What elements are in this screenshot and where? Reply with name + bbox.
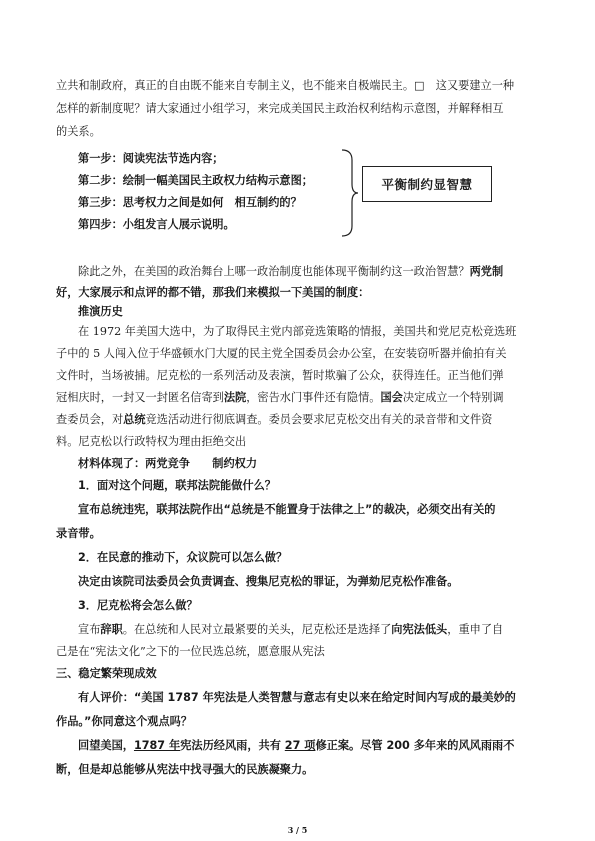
question-3: 3．尼克松将会怎么做？ — [78, 599, 198, 612]
intro-line-2: 怎样的新制度呢？请大家通过小组学习，来完成美国民主政治权利结构示意图，并解释相互 — [56, 102, 504, 115]
review-l1c: 宪法历经风雨，共有 — [180, 739, 285, 752]
history-l4c: ，密告水门事件还有隐情。 — [246, 391, 381, 404]
history-line-2: 子中的 5 人闯入位于华盛顿水门大厦的民主党全国委员会办公室，在安装窃听器并偷拍有关 — [56, 347, 507, 360]
a3-l1c: 。在总统和人民对立最紧要的关头，尼克松还是选择了 — [122, 623, 392, 636]
history-l4e: 决定成立一个特别调 — [402, 391, 504, 404]
history-line-6: 料。尼克松以行政特权为理由拒绝交出 — [56, 435, 247, 448]
page-number: 3 / 5 — [287, 825, 308, 835]
evaluation-line-2: 作品。”你同意这个观点吗？ — [56, 715, 193, 728]
a3-resign: 辞职 — [100, 623, 123, 636]
besides-answer: 两党制 — [469, 265, 504, 278]
a3-bow: 向宪法低头 — [391, 623, 448, 636]
question-2: 2．在民意的推动下，众议院可以怎么做？ — [78, 551, 288, 564]
step-1: 第一步：阅读宪法节选内容； — [78, 152, 224, 165]
step-2: 第二步：绘制一幅美国民主政权力结构示意图； — [78, 174, 313, 187]
besides-line-1 — [78, 264, 542, 279]
history-l5c: 竞选活动进行彻底调查。委员会要求尼克松交出有关的录音带和文件资 — [145, 413, 493, 426]
history-president: 总统 — [123, 413, 146, 426]
steps-list — [78, 148, 313, 236]
a3-l1a: 宣布 — [78, 623, 101, 636]
review-year: 1787 年 — [133, 739, 181, 752]
besides-line-2: 好，大家展示和点评的都不错，那我们来模拟一下美国的制度： — [56, 286, 370, 299]
besides-text: 除此之外，在美国的政治舞台上哪一政治制度也能体现平衡制约这一政治智慧？ — [78, 265, 470, 278]
answer-2: 决定由该院司法委员会负责调查、搜集尼克松的罪证，为弹劾尼克松作准备。 — [78, 575, 459, 588]
a3-l1e: ，重申了自 — [447, 623, 504, 636]
history-court: 法院 — [223, 391, 247, 404]
question-1: 1．面对这个问题，联邦法院能做什么？ — [78, 479, 276, 492]
history-line-5 — [56, 412, 542, 427]
review-line-2: 断，但是却总能够从宪法中找寻强大的民族凝聚力。 — [56, 763, 314, 776]
answer-1-line-1: 宣布总统违宪，联邦法院作出“总统是不能置身于法律之上”的裁决，必须交出有关的 — [78, 503, 496, 516]
balance-box: 平衡制约显智慧 — [362, 166, 492, 202]
history-line-4 — [56, 390, 542, 405]
answer-3-line-2: 己是在“宪法文化”之下的一位民选总统，愿意服从宪法 — [56, 645, 325, 658]
review-line-1 — [78, 738, 542, 753]
material-line: 材料体现了：两党竞争 制约权力 — [78, 457, 258, 470]
history-congress: 国会 — [380, 391, 403, 404]
answer-1-line-2: 录音带。 — [56, 527, 101, 540]
section-3-heading: 三、稳定繁荣现成效 — [56, 667, 157, 680]
review-l1e: 修正案。尽管 200 多年来的风风雨雨不 — [315, 739, 515, 752]
curly-brace-icon — [340, 148, 360, 238]
history-heading: 推演历史 — [78, 305, 123, 318]
review-l1a: 回望美国， — [78, 739, 134, 752]
evaluation-line-1: 有人评价：“美国 1787 年宪法是人类智慧与意志有史以来在给定时间内写成的最美妙的 — [78, 691, 516, 704]
history-l5a: 查委员会，对 — [56, 413, 124, 426]
intro-line-1: 立共和制政府，真正的自由既不能来自专制主义，也不能来自极端民主。□ 这又要建立一种 — [56, 79, 515, 92]
history-line-3: 文件时，当场被捕。尼克松的一系列活动及表演，暂时欺骗了公众，获得连任。正当他们弹 — [56, 369, 504, 382]
step-3: 第三步：思考权力之间是如何 相互制约的？ — [78, 196, 302, 209]
review-amendments: 27 项 — [284, 739, 316, 752]
answer-3-line-1 — [78, 622, 542, 637]
intro-line-3: 的关系。 — [56, 125, 101, 138]
history-l4a: 冠相庆时，一封又一封匿名信寄到 — [56, 391, 224, 404]
step-4: 第四步：小组发言人展示说明。 — [78, 218, 235, 231]
history-line-1: 在 1972 年美国大选中，为了取得民主党内部竞选策略的情报，美国共和党尼克松竞选班 — [78, 325, 517, 338]
